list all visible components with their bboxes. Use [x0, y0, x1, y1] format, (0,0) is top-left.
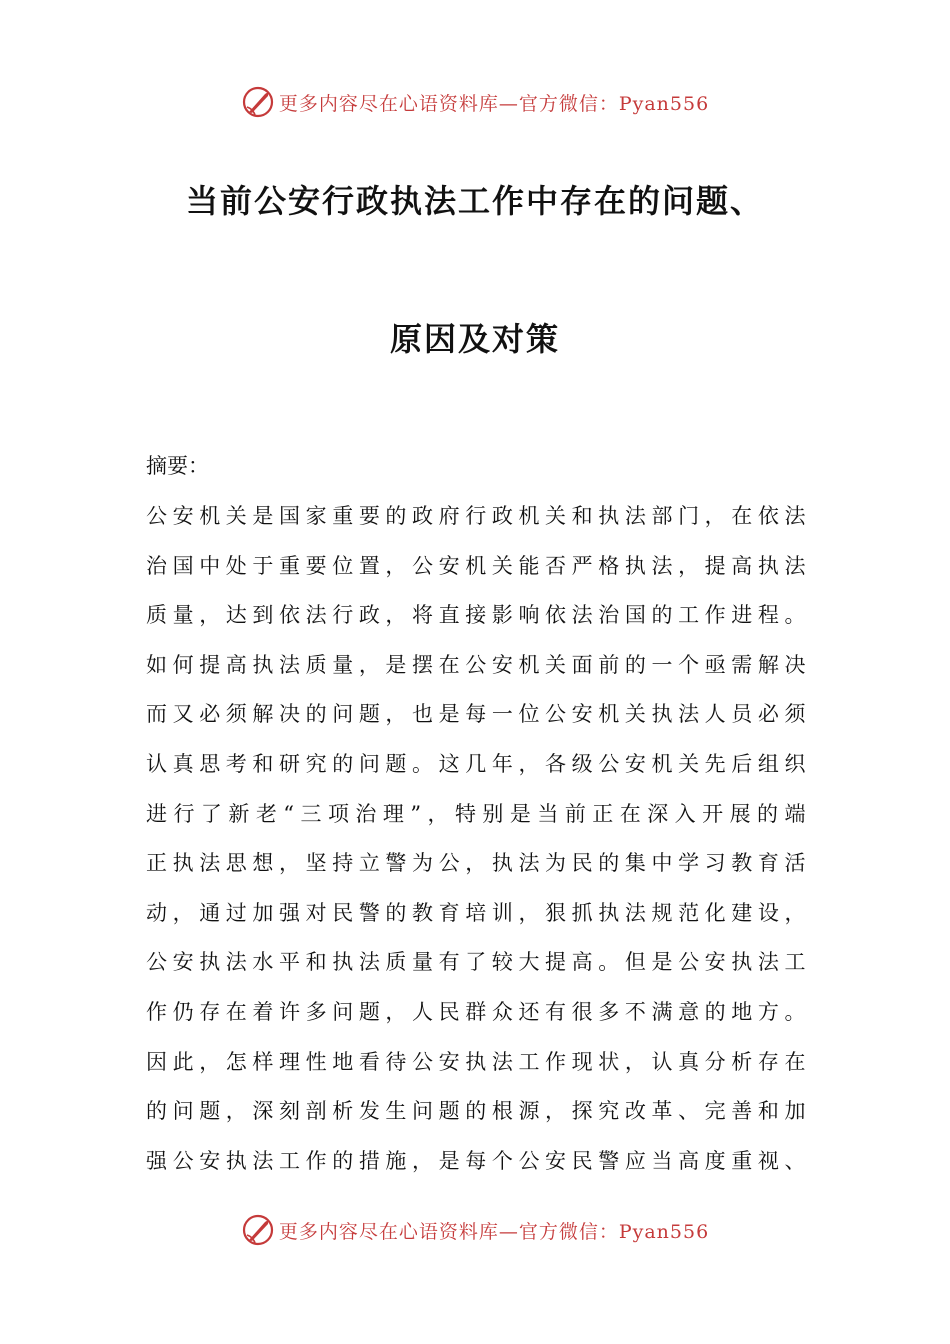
- body-line: 动，通过加强对民警的教育培训，狠抓执法规范化建设，: [146, 900, 806, 925]
- watermark-text: 更多内容尽在心语资料库—官方微信：Pyan556: [278, 92, 710, 115]
- body-line: 而又必须解决的问题，也是每一位公安机关执法人员必须: [146, 702, 806, 727]
- quill-pen-logo-icon: [241, 1213, 275, 1247]
- body-line: 的问题，深刻剖析发生问题的根源，探究改革、完善和加: [146, 1099, 806, 1124]
- watermark-banner-bottom: [0, 1210, 950, 1250]
- watermark-text: 更多内容尽在心语资料库—官方微信：Pyan556: [278, 1220, 710, 1243]
- quill-pen-logo-icon: [241, 85, 275, 119]
- abstract-label: 摘要：: [146, 454, 209, 478]
- abstract-body: [146, 492, 806, 1186]
- body-line: 如何提高执法质量，是摆在公安机关面前的一个亟需解决: [146, 652, 806, 677]
- body-line: 进行了新老“三项治理”，特别是当前正在深入开展的端: [146, 801, 806, 826]
- body-line: 强公安执法工作的措施，是每个公安民警应当高度重视、: [146, 1148, 806, 1173]
- body-line: 认真思考和研究的问题。这几年，各级公安机关先后组织: [146, 751, 806, 776]
- body-line: 作仍存在着许多问题，人民群众还有很多不满意的地方。: [146, 999, 806, 1024]
- body-line: 治国中处于重要位置，公安机关能否严格执法，提高执法: [146, 553, 806, 578]
- watermark-banner-top: [0, 82, 950, 122]
- body-line: 公安执法水平和执法质量有了较大提高。但是公安执法工: [146, 950, 806, 975]
- document-title-line-2: 原因及对策: [389, 320, 560, 358]
- body-line: 因此，怎样理性地看待公安执法工作现状，认真分析存在: [146, 1049, 806, 1074]
- body-line: 正执法思想，坚持立警为公，执法为民的集中学习教育活: [146, 851, 806, 876]
- body-line: 公安机关是国家重要的政府行政机关和执法部门，在依法: [146, 504, 806, 528]
- document-title-line-1: 当前公安行政执法工作中存在的问题、: [185, 182, 764, 220]
- body-line: 质量，达到依法行政，将直接影响依法治国的工作进程。: [146, 603, 806, 628]
